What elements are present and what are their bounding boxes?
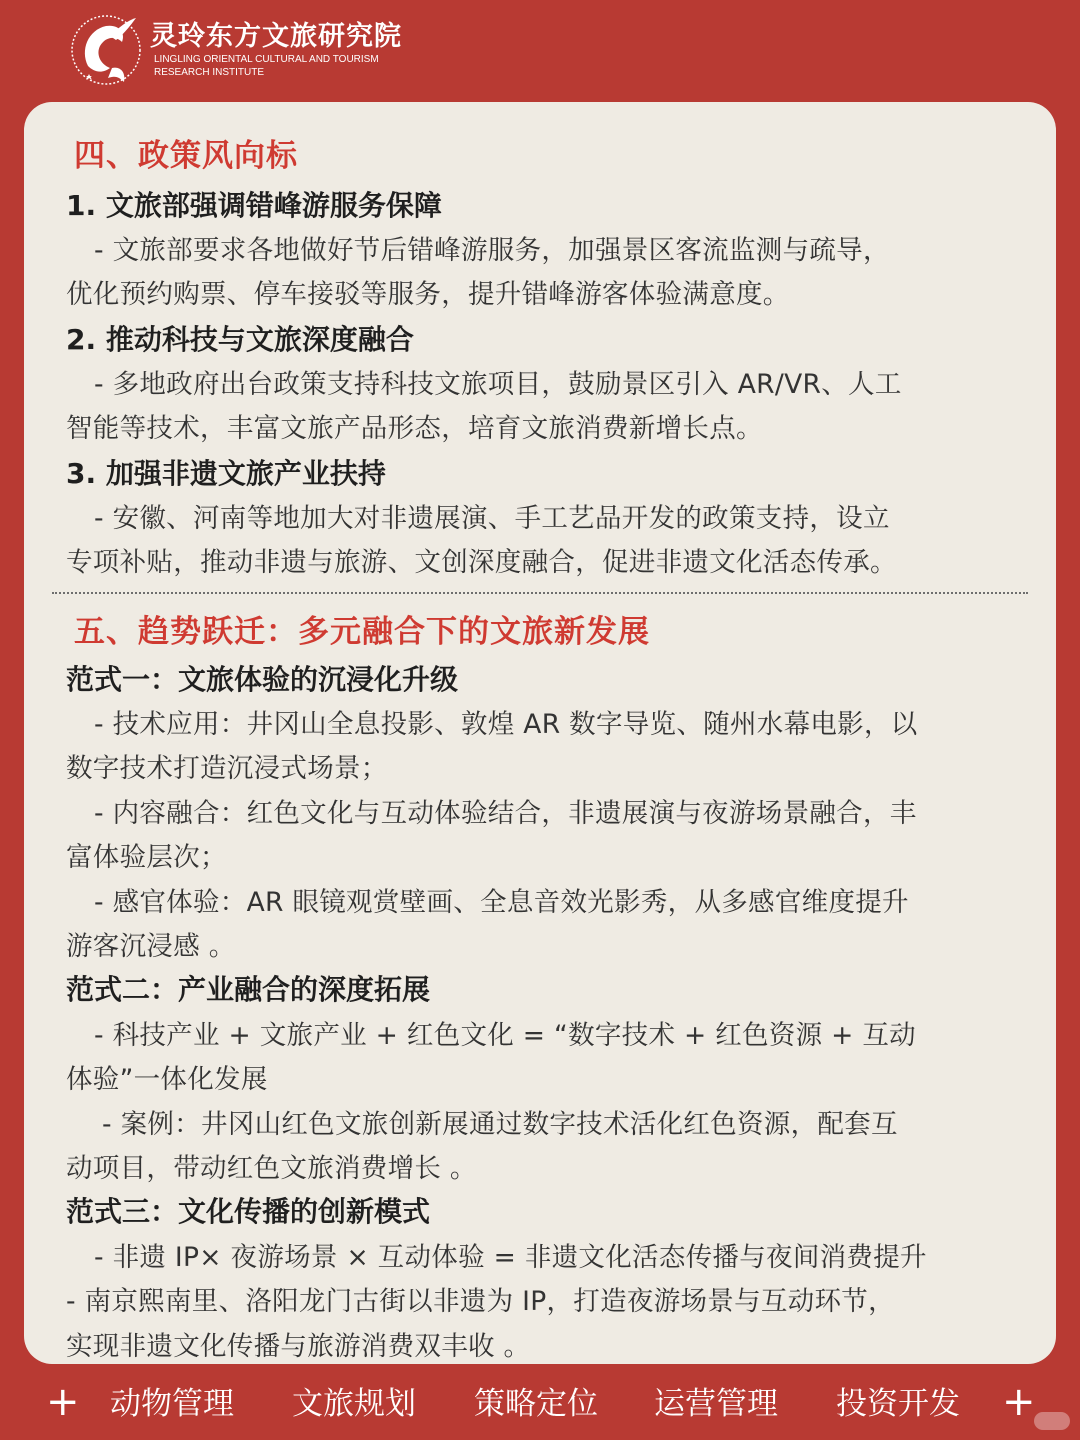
header bbox=[0, 0, 1080, 100]
paradigm1-c1: - 感官体验：AR 眼镜观赏壁画、全息音效光影秀，从多感官维度提升 bbox=[94, 887, 909, 918]
paradigm1-b2: 富体验层次； bbox=[66, 842, 227, 873]
org-name-en bbox=[154, 53, 379, 79]
footer-item-strategy-positioning[interactable]: 策略定位 bbox=[474, 1386, 598, 1422]
org-name-en-line2: RESEARCH INSTITUTE bbox=[154, 67, 265, 78]
phoenix-dancer-logo-icon bbox=[66, 6, 146, 92]
footer-item-tourism-planning[interactable]: 文旅规划 bbox=[292, 1386, 416, 1422]
footer-nav bbox=[0, 1366, 1080, 1440]
policy1-line1: - 文旅部要求各地做好节后错峰游服务，加强景区客流监测与疏导， bbox=[94, 235, 890, 266]
paradigm3-a1: - 非遗 IP× 夜游场景 × 互动体验 = 非遗文化活态传播与夜间消费提升 bbox=[94, 1242, 927, 1273]
policy1-title: 1. 文旅部强调错峰游服务保障 bbox=[66, 189, 442, 222]
paradigm2-b2: 动项目，带动红色文旅消费增长 。 bbox=[66, 1153, 477, 1184]
paradigm2-a1: - 科技产业 + 文旅产业 + 红色文化 = “数字技术 + 红色资源 + 互动 bbox=[94, 1020, 916, 1051]
footer-item-operations-management[interactable]: 运营管理 bbox=[654, 1386, 778, 1422]
paradigm3-title: 范式三：文化传播的创新模式 bbox=[66, 1195, 431, 1228]
footer-item-animal-management[interactable]: 动物管理 bbox=[110, 1386, 234, 1422]
policy2-line2: 智能等技术，丰富文旅产品形态，培育文旅消费新增长点。 bbox=[66, 413, 763, 444]
watermark-badge bbox=[1034, 1412, 1070, 1430]
paradigm1-c2: 游客沉浸感 。 bbox=[66, 931, 236, 962]
policy3-line1: - 安徽、河南等地加大对非遗展演、手工艺品开发的政策支持，设立 bbox=[94, 503, 890, 534]
section5-title: 五、趋势跃迁：多元融合下的文旅新发展 bbox=[74, 614, 650, 650]
paradigm3-b1: - 南京熙南里、洛阳龙门古街以非遗为 IP，打造夜游场景与互动环节， bbox=[66, 1286, 895, 1317]
policy2-title: 2. 推动科技与文旅深度融合 bbox=[66, 323, 414, 356]
policy2-line1: - 多地政府出台政策支持科技文旅项目，鼓励景区引入 AR/VR、人工 bbox=[94, 369, 902, 400]
plus-icon-left: + bbox=[46, 1379, 80, 1425]
section-divider bbox=[52, 592, 1028, 594]
paradigm1-a1: - 技术应用：井冈山全息投影、敦煌 AR 数字导览、随州水幕电影，以 bbox=[94, 709, 918, 740]
paradigm1-a2: 数字技术打造沉浸式场景； bbox=[66, 753, 388, 784]
section4-title: 四、政策风向标 bbox=[74, 138, 298, 174]
org-name-cn: 灵玲东方文旅研究院 bbox=[150, 21, 402, 52]
paradigm2-a2: 体验”一体化发展 bbox=[66, 1064, 268, 1095]
content-card bbox=[24, 102, 1056, 1364]
footer-item-investment-development[interactable]: 投资开发 bbox=[836, 1386, 960, 1422]
paradigm3-b2: 实现非遗文化传播与旅游消费双丰收 。 bbox=[66, 1331, 531, 1362]
policy1-line2: 优化预约购票、停车接驳等服务，提升错峰游客体验满意度。 bbox=[66, 279, 790, 310]
paradigm1-title: 范式一：文旅体验的沉浸化升级 bbox=[66, 663, 459, 696]
paradigm2-title: 范式二：产业融合的深度拓展 bbox=[66, 973, 431, 1006]
policy3-line2: 专项补贴，推动非遗与旅游、文创深度融合，促进非遗文化活态传承。 bbox=[66, 547, 897, 578]
policy3-title: 3. 加强非遗文旅产业扶持 bbox=[66, 457, 386, 490]
org-name-en-line1: LINGLING ORIENTAL CULTURAL AND TOURISM bbox=[154, 54, 379, 65]
paradigm1-b1: - 内容融合：红色文化与互动体验结合，非遗展演与夜游场景融合，丰 bbox=[94, 798, 917, 829]
paradigm2-b1: - 案例：井冈山红色文旅创新展通过数字技术活化红色资源，配套互 bbox=[102, 1109, 898, 1140]
plus-icon-right: + bbox=[1002, 1379, 1036, 1425]
